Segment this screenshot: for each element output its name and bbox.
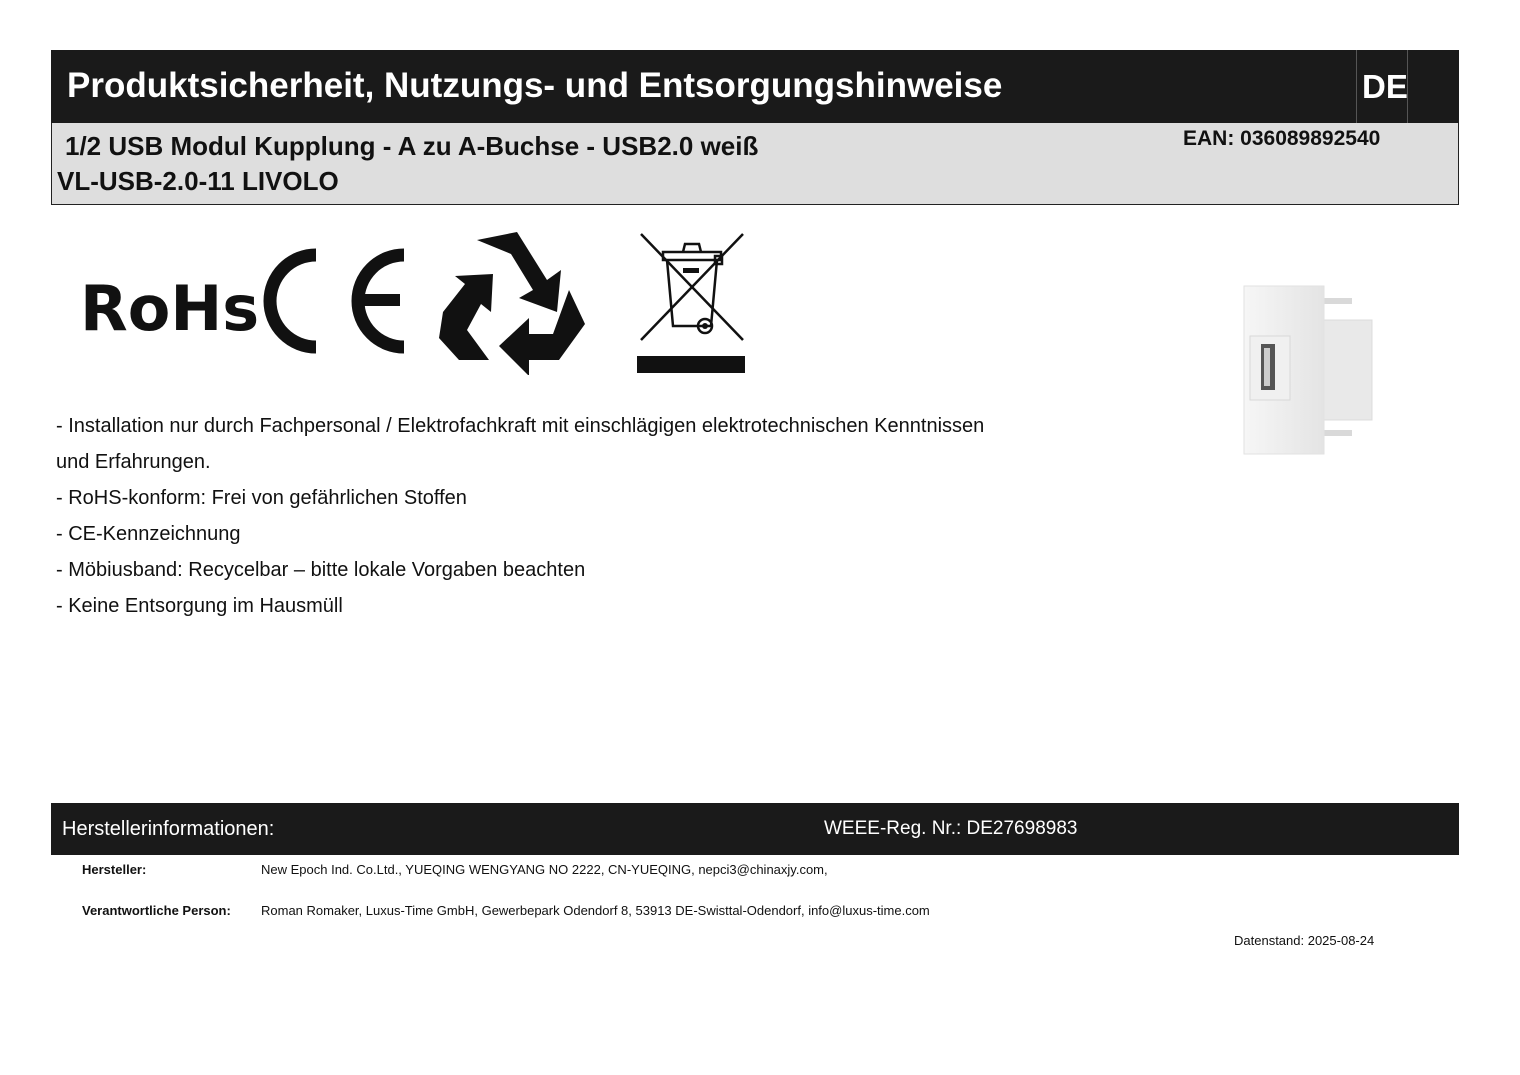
manufacturer-bar xyxy=(51,803,1459,855)
weee-bin-icon xyxy=(635,230,750,375)
header-bar xyxy=(51,50,1459,123)
safety-notes xyxy=(56,408,1156,624)
manufacturer-label: Hersteller: xyxy=(82,862,147,877)
recycling-icon xyxy=(437,230,587,375)
ce-mark-icon xyxy=(258,248,408,354)
note-item: und Erfahrungen. xyxy=(56,451,211,473)
certification-symbols xyxy=(70,228,760,378)
note-item: - Installation nur durch Fachpersonal / Elektrofachkraft mit einschlägigen elektrotechnischen Kenntnissen xyxy=(56,415,985,437)
data-date: Datenstand: 2025-08-24 xyxy=(1234,933,1375,948)
ean-number: EAN: 036089892540 xyxy=(1183,127,1381,150)
weee-registration: WEEE-Reg. Nr.: DE27698983 xyxy=(824,818,1078,839)
page-title: Produktsicherheit, Nutzungs- und Entsorgungshinweise xyxy=(67,66,1003,105)
note-item: - CE-Kennzeichnung xyxy=(56,523,241,545)
manufacturer-heading: Herstellerinformationen: xyxy=(62,818,275,840)
manufacturer-value: New Epoch Ind. Co.Ltd., YUEQING WENGYANG NO 2222, CN-YUEQING, nepci3@chinaxjy.com, xyxy=(261,862,828,877)
product-name: 1/2 USB Modul Kupplung - A zu A-Buchse - USB2.0 weiß xyxy=(65,131,759,161)
note-item: - RoHS-konform: Frei von gefährlichen Stoffen xyxy=(56,487,467,509)
product-image xyxy=(1230,280,1380,460)
responsible-person-value: Roman Romaker, Luxus-Time GmbH, Gewerbepark Odendorf 8, 53913 DE-Swisttal-Odendorf, info@luxus-time.com xyxy=(261,903,930,918)
rohs-icon: RoHs xyxy=(80,272,260,345)
note-item: - Keine Entsorgung im Hausmüll xyxy=(56,595,343,617)
note-item: - Möbiusband: Recycelbar – bitte lokale Vorgaben beachten xyxy=(56,559,586,581)
product-code: VL-USB-2.0-11 LIVOLO xyxy=(57,166,339,196)
product-bar xyxy=(51,123,1459,205)
responsible-person-label: Verantwortliche Person: xyxy=(82,903,231,918)
language-badge: DE xyxy=(1356,50,1408,123)
